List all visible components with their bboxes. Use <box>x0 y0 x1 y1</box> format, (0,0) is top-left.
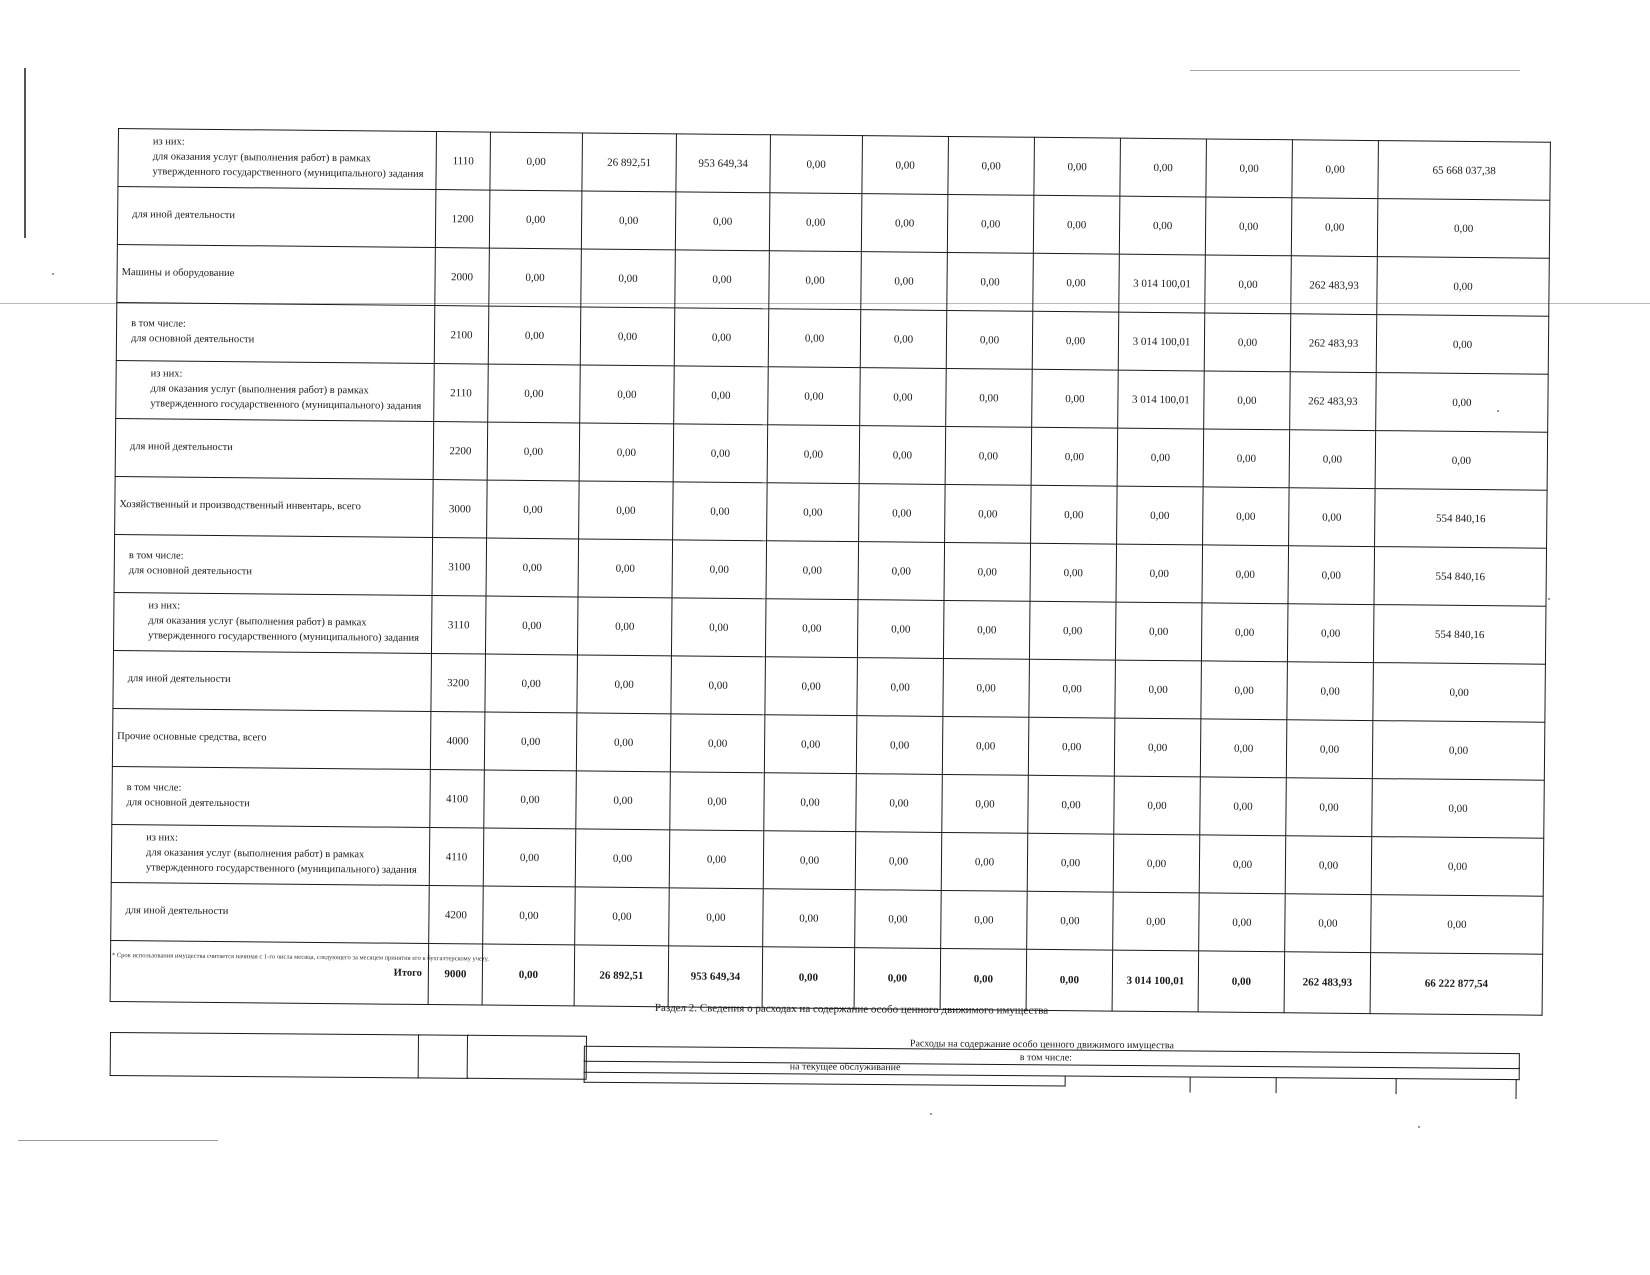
row-code-cell: 2200 <box>433 422 488 481</box>
fixed-assets-table <box>110 128 1551 1016</box>
value-cell: 0,00 <box>484 770 577 829</box>
row-name-line: для иной деятельности <box>127 673 231 686</box>
total-value-cell: 0,00 <box>1026 949 1113 1011</box>
row-code-cell: 3100 <box>432 538 487 597</box>
value-cell: 0,00 <box>1029 659 1116 718</box>
value-cell: 0,00 <box>947 194 1034 253</box>
value-cell: 0,00 <box>485 654 578 713</box>
value-cell: 0,00 <box>766 541 859 600</box>
value-cell: 0,00 <box>767 425 860 484</box>
section2-col-divider <box>1276 1077 1277 1093</box>
row-name-line: утвержденного государственного (муниципального) задания <box>148 630 420 644</box>
row-name-cell <box>116 302 435 363</box>
value-cell: 0,00 <box>769 193 862 252</box>
value-cell: 3 014 100,01 <box>1118 370 1205 429</box>
total-value-cell: 26 892,51 <box>574 945 669 1007</box>
row-name-line: для оказания услуг (выполнения работ) в рамках <box>148 615 367 629</box>
row-name-line: из них: <box>152 136 185 148</box>
value-cell: 0,00 <box>856 716 943 775</box>
value-cell: 0,00 <box>1033 253 1120 312</box>
value-cell: 0,00 <box>942 716 1029 775</box>
row-code-cell: 2100 <box>434 306 489 365</box>
value-cell: 0,00 <box>1117 486 1204 545</box>
value-cell: 0,00 <box>1200 719 1287 778</box>
value-cell: 0,00 <box>670 714 765 773</box>
value-cell: 0,00 <box>1034 137 1121 196</box>
value-cell: 0,00 <box>673 424 768 483</box>
value-cell: 0,00 <box>577 597 672 656</box>
value-cell: 0,00 <box>1113 834 1200 893</box>
total-code-cell: 9000 <box>428 944 483 1006</box>
value-cell: 3 014 100,01 <box>1119 254 1206 313</box>
row-name-cell <box>116 360 435 421</box>
row-name-line: для иной деятельности <box>129 441 233 454</box>
value-cell: 0,00 <box>675 192 770 251</box>
value-cell: 0,00 <box>1114 776 1201 835</box>
total-value-cell: 3 014 100,01 <box>1112 950 1199 1012</box>
row-name-cell <box>118 129 437 190</box>
row-name-cell <box>115 418 434 479</box>
value-cell: 0,00 <box>1027 891 1114 950</box>
value-cell: 0,00 <box>855 832 942 891</box>
row-name-line: утвержденного государственного (муниципального) задания <box>150 398 422 412</box>
row-code-cell: 3110 <box>431 596 486 655</box>
row-name-cell <box>117 187 436 248</box>
value-cell: 0,00 <box>943 658 1030 717</box>
section2-header-maint-label: на текущее обслуживание <box>789 1061 901 1074</box>
value-cell: 0,00 <box>1202 545 1289 604</box>
value-cell: 0,00 <box>946 310 1033 369</box>
row-name-line: для основной деятельности <box>128 564 253 577</box>
value-cell: 0,00 <box>576 713 671 772</box>
value-cell: 262 483,93 <box>1290 372 1377 431</box>
value-cell: 0,00 <box>941 832 1028 891</box>
value-cell: 0,00 <box>943 600 1030 659</box>
section2-table-header <box>109 1032 1610 1154</box>
value-cell: 554 840,16 <box>1374 547 1547 607</box>
row-code-cell: 3200 <box>431 654 486 713</box>
value-cell: 0,00 <box>576 771 671 830</box>
value-cell: 0,00 <box>860 310 947 369</box>
row-name-cell <box>113 592 432 653</box>
value-cell: 0,00 <box>861 252 948 311</box>
row-name-line: из них: <box>146 832 179 844</box>
row-name-line: для иной деятельности <box>132 209 236 222</box>
row-code-cell: 2110 <box>434 364 489 423</box>
value-cell: 0,00 <box>669 888 764 947</box>
section2-col-divider <box>1516 1079 1517 1099</box>
value-cell: 0,00 <box>484 712 577 771</box>
value-cell: 0,00 <box>483 886 576 945</box>
row-name-line: утвержденного государственного (муниципального) задания <box>145 862 417 876</box>
value-cell: 0,00 <box>1115 660 1202 719</box>
total-value-cell: 953 649,34 <box>668 946 763 1008</box>
value-cell: 0,00 <box>673 482 768 541</box>
value-cell: 0,00 <box>770 135 863 194</box>
section2-header-incl-label: в том числе: <box>1019 1052 1072 1064</box>
value-cell: 0,00 <box>1030 543 1117 602</box>
value-cell: 0,00 <box>1115 602 1202 661</box>
value-cell: 0,00 <box>1377 257 1550 317</box>
row-code-cell: 4110 <box>429 828 484 887</box>
value-cell: 554 840,16 <box>1375 489 1548 549</box>
value-cell: 0,00 <box>1373 663 1546 723</box>
total-value-cell: 0,00 <box>940 948 1027 1010</box>
value-cell: 0,00 <box>765 599 858 658</box>
value-cell: 0,00 <box>674 366 769 425</box>
value-cell: 0,00 <box>1286 778 1373 837</box>
row-code-cell: 4200 <box>429 886 484 945</box>
value-cell: 0,00 <box>862 136 949 195</box>
value-cell: 0,00 <box>486 538 579 597</box>
value-cell: 0,00 <box>1289 430 1376 489</box>
total-value-cell: 66 222 877,54 <box>1370 953 1543 1016</box>
row-name-line: для оказания услуг (выполнения работ) в рамках <box>152 151 372 165</box>
value-cell: 0,00 <box>487 422 580 481</box>
value-cell: 0,00 <box>1201 603 1288 662</box>
row-name-cell <box>111 824 430 885</box>
value-cell: 0,00 <box>1033 195 1120 254</box>
value-cell: 0,00 <box>483 828 576 887</box>
row-name-cell <box>114 534 433 595</box>
value-cell: 0,00 <box>1113 892 1200 951</box>
value-cell: 0,00 <box>861 194 948 253</box>
total-label-cell: Итого <box>110 940 429 1004</box>
row-name-line: для основной деятельности <box>130 332 255 345</box>
value-cell: 0,00 <box>947 252 1034 311</box>
value-cell: 0,00 <box>1205 255 1292 314</box>
value-cell: 0,00 <box>1117 428 1204 487</box>
value-cell: 0,00 <box>1371 837 1544 897</box>
row-name-cell <box>112 708 431 769</box>
value-cell: 3 014 100,01 <box>1118 312 1205 371</box>
value-cell: 0,00 <box>945 484 1032 543</box>
value-cell: 0,00 <box>1375 431 1548 491</box>
value-cell: 0,00 <box>1027 833 1114 892</box>
value-cell: 0,00 <box>856 774 943 833</box>
section2-header-col3 <box>467 1035 587 1080</box>
value-cell: 0,00 <box>1289 488 1376 547</box>
value-cell: 0,00 <box>857 600 944 659</box>
row-code-cell: 2000 <box>435 248 490 307</box>
value-cell: 0,00 <box>763 831 856 890</box>
value-cell: 0,00 <box>857 658 944 717</box>
value-cell: 0,00 <box>1376 373 1549 433</box>
total-value-cell: 262 483,93 <box>1284 952 1371 1014</box>
value-cell: 0,00 <box>948 136 1035 195</box>
value-cell: 262 483,93 <box>1290 314 1377 373</box>
row-name-line: Машины и оборудование <box>121 267 235 280</box>
row-name-line: из них: <box>148 600 181 612</box>
value-cell: 0,00 <box>1199 893 1286 952</box>
row-name-cell <box>111 882 430 943</box>
value-cell: 0,00 <box>485 596 578 655</box>
value-cell: 0,00 <box>763 889 856 948</box>
row-name-cell <box>112 766 431 827</box>
value-cell: 0,00 <box>946 368 1033 427</box>
value-cell: 0,00 <box>1288 546 1375 605</box>
value-cell: 0,00 <box>1028 717 1115 776</box>
value-cell: 0,00 <box>768 309 861 368</box>
value-cell: 0,00 <box>580 307 675 366</box>
value-cell: 554 840,16 <box>1373 605 1546 665</box>
scan-speck <box>1548 598 1550 600</box>
value-cell: 953 649,34 <box>676 134 771 193</box>
row-name-line: в том числе: <box>131 317 186 330</box>
value-cell: 0,00 <box>579 481 674 540</box>
value-cell: 26 892,51 <box>582 133 677 192</box>
value-cell: 0,00 <box>1114 718 1201 777</box>
section2-header-outer <box>110 1032 421 1078</box>
value-cell: 0,00 <box>1377 199 1550 259</box>
value-cell: 0,00 <box>671 598 766 657</box>
value-cell: 0,00 <box>488 306 581 365</box>
value-cell: 0,00 <box>1376 315 1549 375</box>
value-cell: 0,00 <box>1287 662 1374 721</box>
value-cell: 0,00 <box>1372 721 1545 781</box>
total-value-cell: 0,00 <box>854 948 941 1010</box>
row-name-line: для основной деятельности <box>126 796 250 809</box>
value-cell: 0,00 <box>575 887 670 946</box>
value-cell: 0,00 <box>1285 836 1372 895</box>
value-cell: 0,00 <box>1200 777 1287 836</box>
value-cell: 0,00 <box>1031 485 1118 544</box>
row-name-cell <box>117 244 436 305</box>
section2-col-divider <box>1190 1076 1191 1092</box>
value-cell: 262 483,93 <box>1291 256 1378 315</box>
value-cell: 0,00 <box>670 772 765 831</box>
value-cell: 0,00 <box>581 249 676 308</box>
row-name-line: в том числе: <box>126 781 182 794</box>
value-cell: 0,00 <box>1372 779 1545 839</box>
value-cell: 0,00 <box>944 542 1031 601</box>
value-cell: 0,00 <box>1292 140 1379 199</box>
value-cell: 0,00 <box>1029 601 1116 660</box>
row-code-cell: 4100 <box>430 770 485 829</box>
fixed-assets-table-sheet <box>110 128 1551 1016</box>
value-cell: 0,00 <box>1204 313 1291 372</box>
value-cell: 0,00 <box>488 364 581 423</box>
value-cell: 0,00 <box>767 483 860 542</box>
value-cell: 0,00 <box>489 248 582 307</box>
value-cell: 0,00 <box>1028 775 1115 834</box>
value-cell: 0,00 <box>945 426 1032 485</box>
section2-title: Раздел 2. Сведения о расходах на содержание особо ценного движимого имущества <box>654 1002 1049 1017</box>
table-body <box>110 129 1550 1016</box>
value-cell: 0,00 <box>1287 604 1374 663</box>
row-name-line: из них: <box>150 368 183 380</box>
value-cell: 0,00 <box>487 480 580 539</box>
section2-col-divider <box>1396 1078 1397 1094</box>
value-cell: 0,00 <box>575 829 670 888</box>
value-cell: 0,00 <box>1285 894 1372 953</box>
value-cell: 0,00 <box>1116 544 1203 603</box>
row-name-line: Прочие основные средства, всего <box>117 731 267 744</box>
value-cell: 0,00 <box>769 251 862 310</box>
value-cell: 0,00 <box>489 190 582 249</box>
value-cell: 0,00 <box>859 426 946 485</box>
value-cell: 0,00 <box>1206 139 1293 198</box>
row-name-line: Хозяйственный и производственный инвентарь, всего <box>119 499 361 513</box>
scan-edge-line-left <box>24 68 26 238</box>
row-code-cell: 1200 <box>435 190 490 249</box>
section2-header-col2 <box>418 1034 469 1078</box>
value-cell: 0,00 <box>855 890 942 949</box>
total-value-cell: 0,00 <box>482 944 575 1006</box>
row-name-line: для иной деятельности <box>125 905 229 918</box>
value-cell: 0,00 <box>674 308 769 367</box>
row-name-line: для оказания услуг (выполнения работ) в рамках <box>150 383 369 397</box>
value-cell: 0,00 <box>765 657 858 716</box>
row-code-cell: 4000 <box>430 712 485 771</box>
value-cell: 0,00 <box>1032 311 1119 370</box>
footnote: * Срок использования имущества считается начиная с 1-го числа месяца, следующего за месяцем принятия его к бухгалтерскому учету. <box>111 952 489 963</box>
value-cell: 0,00 <box>577 655 672 714</box>
value-cell: 0,00 <box>1205 197 1292 256</box>
row-name-line: для оказания услуг (выполнения работ) в рамках <box>145 847 365 861</box>
value-cell: 0,00 <box>581 191 676 250</box>
value-cell: 0,00 <box>764 715 857 774</box>
value-cell: 0,00 <box>941 890 1028 949</box>
row-name-line: утвержденного государственного (муниципального) задания <box>152 166 424 180</box>
row-code-cell: 1110 <box>436 132 491 191</box>
value-cell: 0,00 <box>1371 895 1544 955</box>
value-cell: 0,00 <box>675 250 770 309</box>
row-name-cell <box>115 476 434 537</box>
scan-speck <box>52 273 54 275</box>
value-cell: 0,00 <box>942 774 1029 833</box>
value-cell: 0,00 <box>580 365 675 424</box>
row-name-line: в том числе: <box>128 549 184 562</box>
value-cell: 0,00 <box>1119 196 1206 255</box>
value-cell: 0,00 <box>671 656 766 715</box>
value-cell: 0,00 <box>1031 427 1118 486</box>
value-cell: 0,00 <box>1203 487 1290 546</box>
value-cell: 0,00 <box>579 423 674 482</box>
total-value-cell: 0,00 <box>1198 951 1285 1013</box>
value-cell: 0,00 <box>768 367 861 426</box>
value-cell: 0,00 <box>1120 138 1207 197</box>
value-cell: 65 668 037,38 <box>1378 141 1551 201</box>
value-cell: 0,00 <box>1286 720 1373 779</box>
value-cell: 0,00 <box>1291 198 1378 257</box>
value-cell: 0,00 <box>672 540 767 599</box>
row-name-cell <box>113 650 432 711</box>
row-code-cell: 3000 <box>433 480 488 539</box>
value-cell: 0,00 <box>1203 429 1290 488</box>
value-cell: 0,00 <box>1199 835 1286 894</box>
value-cell: 0,00 <box>1201 661 1288 720</box>
value-cell: 0,00 <box>764 773 857 832</box>
value-cell: 0,00 <box>860 368 947 427</box>
value-cell: 0,00 <box>578 539 673 598</box>
value-cell: 0,00 <box>669 830 764 889</box>
value-cell: 0,00 <box>1204 371 1291 430</box>
value-cell: 0,00 <box>490 132 583 191</box>
scan-dotted-line-top <box>1190 70 1520 71</box>
value-cell: 0,00 <box>859 484 946 543</box>
value-cell: 0,00 <box>858 542 945 601</box>
total-value-cell: 0,00 <box>762 947 855 1009</box>
section2-header-main-label: Расходы на содержание особо ценного движимого имущества <box>909 1038 1174 1052</box>
value-cell: 0,00 <box>1032 369 1119 428</box>
